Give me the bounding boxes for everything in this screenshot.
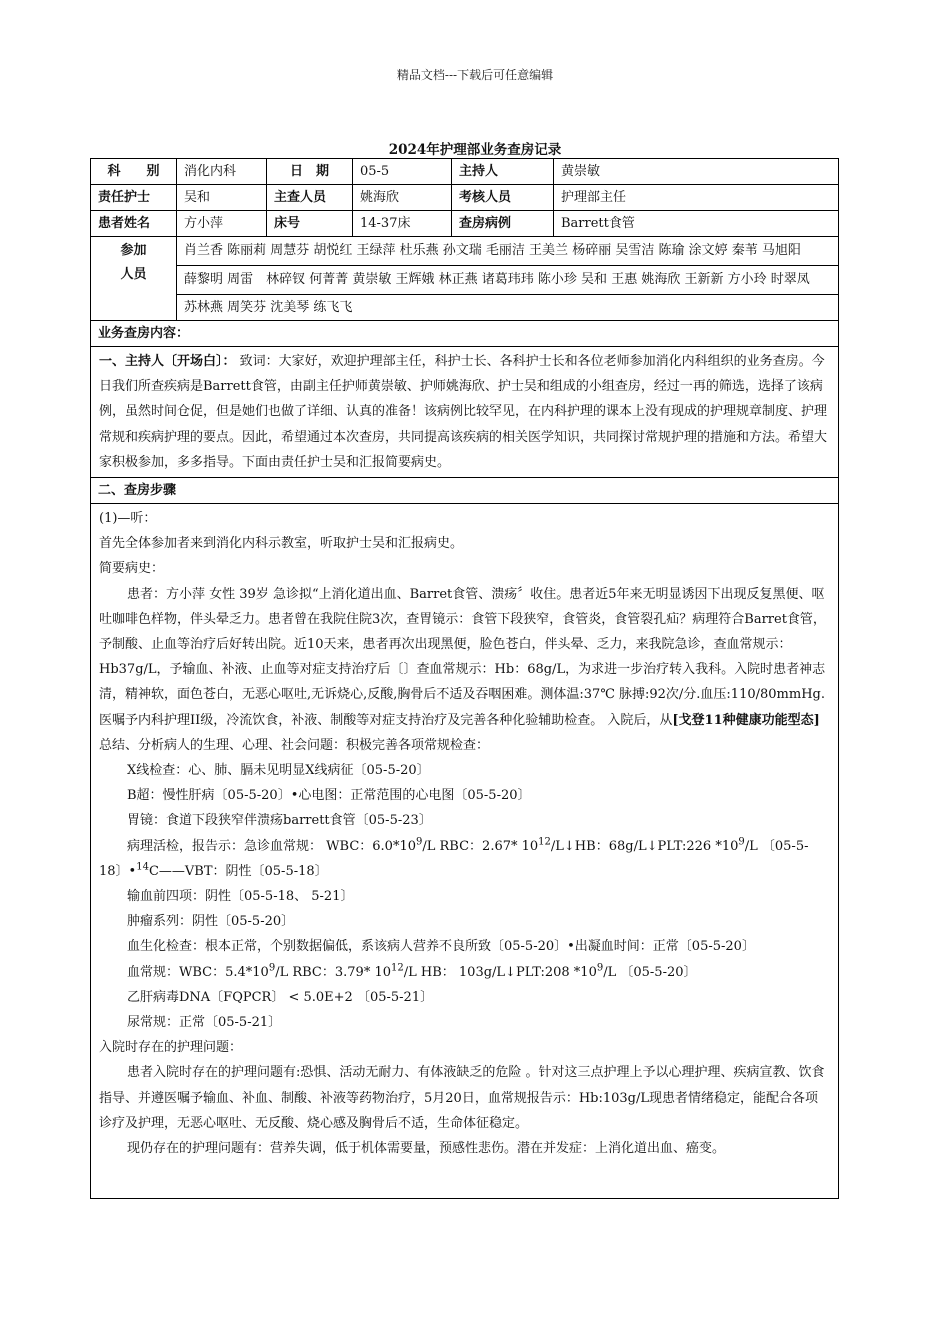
patient-value: 方小萍 [177,211,267,237]
participants-label [91,237,177,321]
path-c-sup: 9 [416,836,423,848]
assessor-value: 护理部主任 [554,185,839,211]
participants-row-1 [91,237,839,266]
participants-list-3: 苏林燕 周笑芬 沈美琴 练飞飞 [177,295,839,321]
participants-label-2: 人员 [120,267,147,282]
blood-c: /L HB： 103g/L↓PLT:208 *10 [403,964,597,980]
blood-c-sup: 9 [596,962,604,974]
blood-routine-result [99,960,830,985]
path-b: 急诊血常规： [244,838,323,854]
dept-value: 消化内科 [177,159,267,185]
blood-b: /L RBC：3.79* 10 [275,964,391,980]
gordon-model: [戈登11种健康功能型态] [672,712,820,728]
content-heading: 业务查房内容： [91,321,839,347]
participants-label-1: 参加 [120,243,147,258]
steps-content [91,504,839,1199]
steps-row [91,504,839,1199]
host-speech [91,347,839,478]
history-body: 患者：方小萍 女性 39岁 急诊拟“上消化道出血、Barret食管、溃疡〞收住。患者近5年来无明显诱因下出现反复黑便、呕吐咖啡色样物，伴头晕乏力。患者曾在我院住院3次，查胃镜示：食管下段狭窄，食管炎，食管裂孔疝？病理符合Barret食管，予制酸、止血等治疗后好转出院。近10天来，患者再次出现黑便，脸色苍白，伴头晕、乏力，来我院急诊，查血常规示：Hb37g/L，予输血、补液、止血等对症支持治疗后〔〕查血常规示：Hb：68g/L，为求进一步治疗转入我科。入院时患者神志清，精神软，面色苍白，无恶心呕吐,无诉烧心,反酸,胸骨后不适及吞咽困难。测体温:37℃ 脉搏:92次/分.血压:110/80mmHg.医嘱予内科护理II级，冷流饮食，补液、制酸等对症支持治疗及完善各种化验辅助检查。 入院后，从 [99,586,826,728]
blood-d: /L 〔05-5-20〕 [603,964,697,980]
nurse-label: 责任护士 [91,185,177,211]
header-row-1 [91,159,839,185]
path-g: C——VBT：阴性〔05-5-18〕 [148,863,328,879]
history-tail: 总结、分析病人的生理、心理、社会问题：积极完善各项常规检查： [99,737,490,753]
tumor-result: 肿瘤系列：阴性〔05-5-20〕 [127,914,295,930]
host-label: 主持人 [452,159,554,185]
content-heading-row [91,321,839,347]
nurse-value: 吴和 [177,185,267,211]
host-value: 黄崇敏 [554,159,839,185]
biochem-result: 血生化检查：根本正常，个别数据偏低，系该病人营养不良所致〔05-5-20〕•出凝血时间：正常〔05-5-20〕 [127,939,755,955]
gastroscopy-result: 胃镜：食道下段狭窄伴溃疡barrett食管〔05-5-23〕 [127,813,432,829]
bed-value: 14-37床 [353,211,452,237]
problems-heading: 入院时存在的护理问题： [99,1040,243,1056]
host-text: 致词：大家好，欢迎护理部主任，科护士长、各科护士长和各位老师参加消化内科组织的业务查房。今日我们所查疾病是Barrett食管，由副主任护师黄崇敏、护师姚海欣、护士吴和组成的小组查房，经过一再的筛选，选择了该病例，虽然时间仓促，但是她们也做了详细、认真的准备！该病例比较罕见，在内科护理的课本上没有现成的护理规章制度、护理常规和疾病护理的要点。因此，希望通过本次查房，共同提高该疾病的相关医学知识，共同探讨常规护理的措施和方法。希望大家积极参加，多多指导。下面由责任护士吴和汇报简要病史。 [99,354,828,470]
participants-list-1: 肖兰香 陈丽莉 周慧芬 胡悦红 王绿萍 杜乐燕 孙文瑞 毛丽洁 王美兰 杨碎丽 吴雪洁 陈瑜 涂文婷 秦苇 马旭阳 [177,237,839,266]
steps-heading: 二、查房步骤 [91,478,839,504]
path-g-sup: 14 [136,861,149,873]
participants-row-2 [91,266,839,295]
xray-result: X线检查：心、肺、膈未见明显X线病征〔05-5-20〕 [127,763,430,779]
case-label: 查房病例 [452,211,554,237]
ultrasound-result: B超：慢性肝病〔05-5-20〕•心电图：正常范围的心电图〔05-5-20〕 [127,788,531,804]
patient-label: 患者姓名 [91,211,177,237]
date-label: 日 期 [267,159,353,185]
history-heading: 简要病史： [99,561,165,577]
host-heading: 一、主持人〔开场白〕： [99,354,236,369]
history-text [99,582,830,758]
path-d: /L RBC：2.67* 10 [422,838,539,854]
assessor-label: 考核人员 [452,185,554,211]
dept-label: 科 别 [91,159,177,185]
record-table [90,158,839,1199]
step-listen: (1)—听： [99,511,157,527]
path-e-sup: 9 [738,836,745,848]
blood-a-sup: 9 [268,962,276,974]
participants-row-3 [91,295,839,321]
pathology-result [99,834,830,884]
blood-b-sup: 12 [391,962,404,974]
case-value: Barrett食管 [554,211,839,237]
inspector-value: 姚海欣 [353,185,452,211]
step-listen-desc: 首先全体参加者来到消化内科示教室，听取护士吴和汇报病史。 [99,536,464,552]
problems-current: 现仍存在的护理问题有：营养失调，低于机体需要量，预感性悲伤。潜在并发症：上消化道出血、癌变。 [127,1141,726,1157]
urine-result: 尿常规：正常〔05-5-21〕 [127,1015,282,1031]
header-row-3 [91,211,839,237]
path-e: /L↓HB：68g/L↓PLT:226 *10 [550,838,739,854]
path-f: /L 〔05-5-18〕• [99,838,809,879]
steps-heading-row [91,478,839,504]
watermark: 精品文档---下载后可任意编辑 [396,68,554,82]
blood-a: 血常规：WBC：5.4*10 [127,964,269,980]
bed-label: 床号 [267,211,353,237]
date-value: 05-5 [353,159,452,185]
inspector-label: 主查人员 [267,185,353,211]
path-d-sup: 12 [538,836,551,848]
hbv-result: 乙肝病毒DNA〔FQPCR〕 < 5.0E+2 〔05-5-21〕 [127,989,434,1005]
host-row [91,347,839,478]
path-c: WBC：6.0*10 [326,838,416,854]
transfusion-result: 输血前四项：阴性〔05-5-18、 5-21〕 [127,889,354,905]
path-a: 病理活检，报告示： [127,838,245,854]
page-title: 2024年护理部业务查房记录 [388,142,562,158]
header-row-2 [91,185,839,211]
participants-list-2: 薛黎明 周雷 林碎钗 何菁菁 黄崇敏 王辉娥 林正燕 诸葛玮玮 陈小珍 吴和 王惠 姚海欣 王新新 方小玲 时翠凤 [177,266,839,295]
problems-admission: 患者入院时存在的护理问题有:恐惧、活动无耐力、有体液缺乏的危险 。针对这三点护理上予以心理护理、疾病宣教、饮食指导、并遵医嘱予输血、补血、制酸、补液等药物治疗，5月20日，血常规报告示：Hb:103g/L现患者情绪稳定，能配合各项诊疗及护理，无恶心呕吐、无反酸、烧心感及胸骨后不适，生命体征稳定。 [99,1065,825,1131]
